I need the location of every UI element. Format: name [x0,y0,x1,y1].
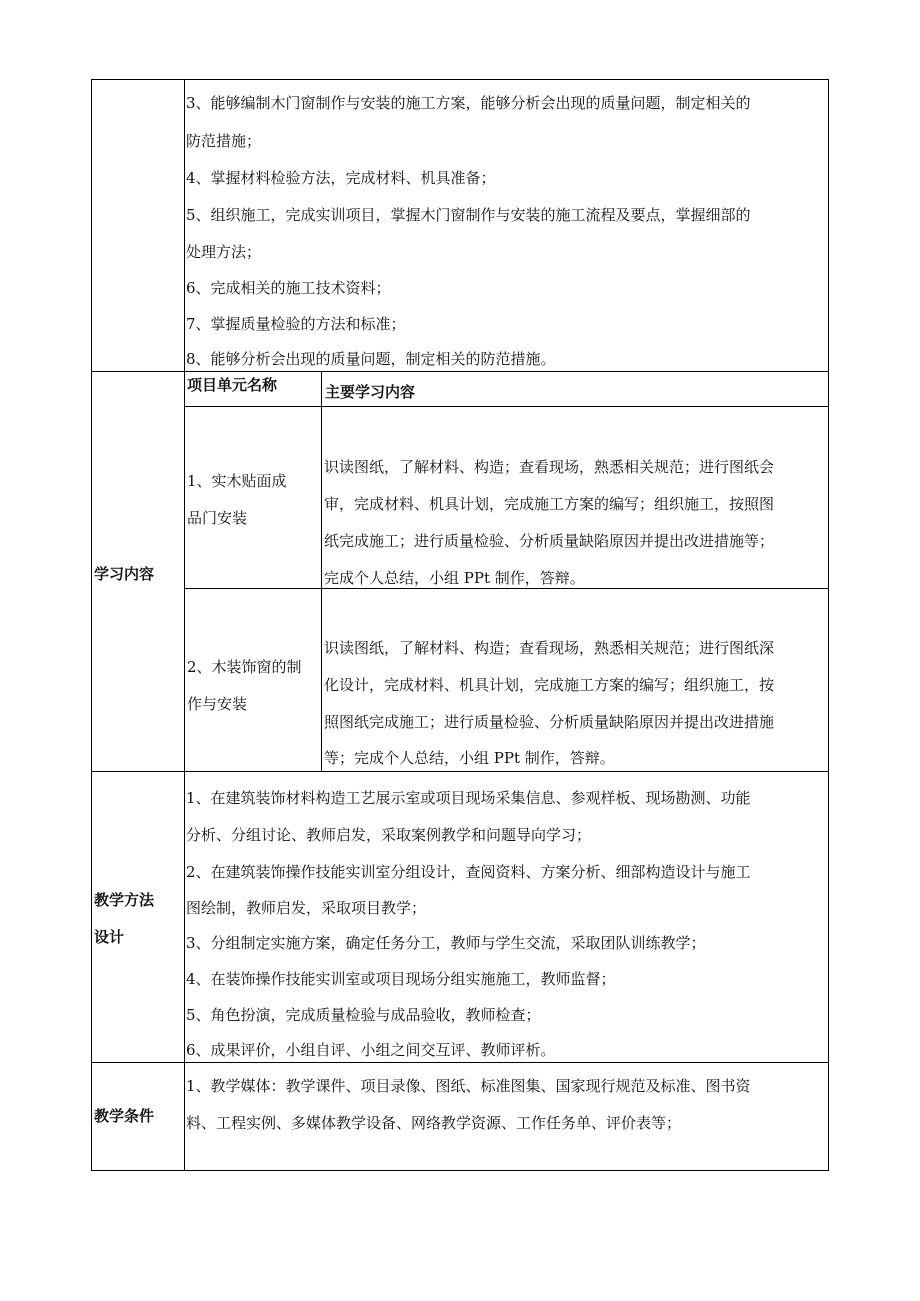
method-line: 图绘制，教师启发，采取项目教学； [186,899,427,917]
method-label: 教学方法 [94,891,155,909]
unit-1-content: 识读图纸，了解材料、构造；查看现场，熟悉相关规范；进行图纸会 [324,458,775,476]
unit-2-content: 化设计，完成材料、机具计划，完成施工方案的编写；组织施工，按 [324,676,775,694]
unit-1-content: 审，完成材料、机具计划，完成施工方案的编写；组织施工，按照图 [324,495,775,513]
unit-2-name: 作与安装 [187,695,248,713]
row-divider-objectives [91,371,829,372]
conditions-line: 料、工程实例、多媒体教学设备、网络教学资源、工作任务单、评价表等； [186,1114,682,1132]
objective-line: 5、组织施工，完成实训项目，掌握木门窗制作与安装的施工流程及要点，掌握细部的 [186,206,751,224]
conditions-label: 教学条件 [94,1107,155,1125]
unit-name-header: 项目单元名称 [187,376,278,394]
table-right-border [828,79,829,1171]
unit-2-content: 识读图纸，了解材料、构造；查看现场，熟悉相关规范；进行图纸深 [324,639,775,657]
method-line: 2、在建筑装饰操作技能实训室分组设计，查阅资料、方案分析、细部构造设计与施工 [186,863,751,881]
table-top-border [91,79,829,80]
objective-line: 3、能够编制木门窗制作与安装的施工方案，能够分析会出现的质量问题，制定相关的 [186,94,751,112]
label-column-divider [184,79,185,1171]
unit-1-content: 完成个人总结，小组 PPt 制作，答辩。 [324,569,585,587]
row-divider-learning [91,771,829,772]
learning-label: 学习内容 [94,565,155,583]
method-label: 设计 [94,928,125,946]
objective-line: 7、掌握质量检验的方法和标准； [186,315,406,333]
learning-inner-column-divider [321,371,322,771]
method-line: 5、角色扮演，完成质量检验与成品验收，教师检查； [186,1006,541,1024]
unit-1-name: 品门安装 [187,509,248,527]
unit-1-name: 1、实木贴面成 [187,472,287,490]
conditions-line: 1、教学媒体：教学课件、项目录像、图纸、标准图集、国家现行规范及标准、图书资 [186,1077,751,1095]
table-left-border [91,79,92,1171]
method-line: 6、成果评价，小组自评、小组之间交互评、教师评析。 [186,1041,556,1059]
unit-1-content: 纸完成施工；进行质量检验、分析质量缺陷原因并提出改进措施等； [324,532,775,550]
method-line: 4、在装饰操作技能实训室或项目现场分组实施施工，教师监督； [186,970,616,988]
method-line: 3、分组制定实施方案，确定任务分工，教师与学生交流，采取团队训练教学； [186,934,706,952]
main-content-header: 主要学习内容 [325,383,416,401]
objective-line: 6、完成相关的施工技术资料； [186,279,391,297]
method-line: 1、在建筑装饰材料构造工艺展示室或项目现场采集信息、参观样板、现场勘测、功能 [186,789,751,807]
method-line: 分析、分组讨论、教师启发，采取案例教学和问题导向学习； [186,826,592,844]
table-bottom-border [91,1170,829,1171]
objective-line: 4、掌握材料检验方法，完成材料、机具准备； [186,169,496,187]
row-divider-method [91,1062,829,1063]
unit-2-name: 2、木装饰窗的制 [187,658,302,676]
learning-subheader-divider [184,406,829,407]
learning-row-divider [184,588,829,589]
objective-line: 处理方法； [186,243,262,261]
objective-line: 8、能够分析会出现的质量问题，制定相关的防范措施。 [186,350,556,368]
objective-line: 防范措施； [186,132,262,150]
unit-2-content: 照图纸完成施工；进行质量检验、分析质量缺陷原因并提出改进措施 [324,713,775,731]
unit-2-content: 等；完成个人总结，小组 PPt 制作，答辩。 [324,749,615,767]
